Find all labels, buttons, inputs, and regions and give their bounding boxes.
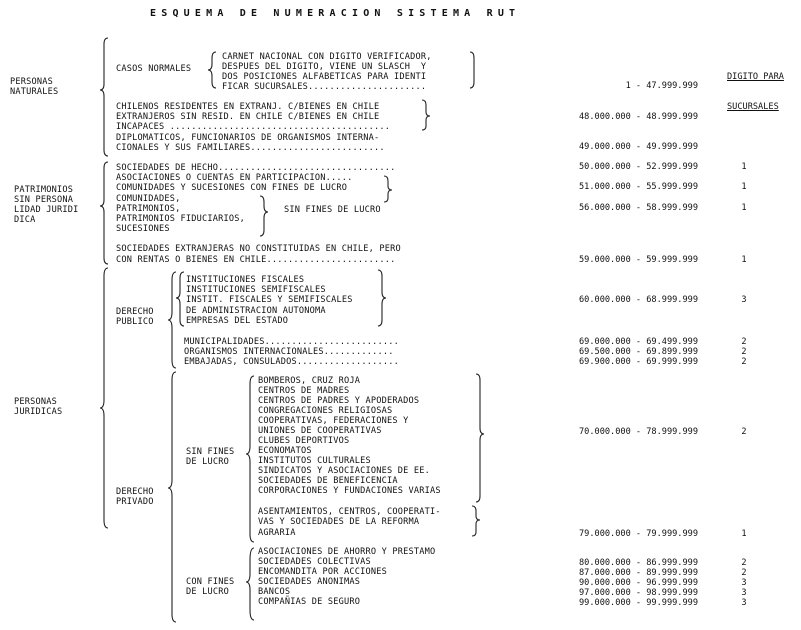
group-personas-naturales-1: PERSONAS — [10, 77, 53, 87]
extranjeros-line: INCAPACES ......................................... — [116, 122, 391, 132]
patrimonios-line: PATRIMONIOS FIDUCIARIOS, — [116, 214, 245, 224]
sin-fines-line: BOMBEROS, CRUZ ROJA — [258, 376, 361, 386]
digit-value: 3 — [741, 295, 747, 305]
group-derecho-privado-1: DERECHO — [116, 487, 154, 497]
con-fines-line: BANCOS — [258, 587, 291, 597]
range-org: 69.500.000 - 69.899.999 — [579, 347, 698, 357]
digit-value: 3 — [741, 588, 747, 598]
range-muni: 69.000.000 - 69.499.999 — [579, 337, 698, 347]
con-fines-line: ASOCIACIONES DE AHORRO Y PRESTAMO — [258, 547, 436, 557]
digit-header-line2: SUCURSALES — [727, 102, 779, 112]
con-fines-line: COMPAÑIAS DE SEGURO — [258, 597, 361, 607]
digit-value: 1 — [741, 529, 747, 539]
range-patrimonios: 56.000.000 - 58.999.999 — [579, 203, 698, 213]
range-con-fines: 99.000.000 - 99.999.999 — [579, 598, 698, 608]
publico-line: DE ADMINISTRACION AUTONOMA — [186, 306, 326, 316]
digit-value: 1 — [741, 203, 747, 213]
digit-header — [727, 52, 784, 122]
sin-fines-line: SOCIEDADES DE BENEFICENCIA — [258, 476, 398, 486]
group-patrimonios-3: LIDAD JURIDI — [14, 205, 79, 215]
range-patrimonios: 59.000.000 - 59.999.999 — [579, 255, 698, 265]
publico-line: EMPRESAS DEL ESTADO — [186, 316, 289, 326]
digit-value: 2 — [741, 347, 747, 357]
document-title: ESQUEMA DE NUMERACION SISTEMA RUT — [150, 8, 521, 19]
sin-fines-line: CLUBES DEPORTIVOS — [258, 436, 350, 446]
con-fines-line: SOCIEDADES ANONIMAS — [258, 577, 361, 587]
range-con-fines: 90.000.000 - 96.999.999 — [579, 578, 698, 588]
group-con-fines-2: DE LUCRO — [186, 587, 229, 597]
digit-value: 3 — [741, 598, 747, 608]
extranjeros-line: CIONALES Y SUS FAMILIARES......................... — [116, 143, 385, 153]
casos-line: CARNET NACIONAL CON DIGITO VERIFICADOR, — [222, 52, 432, 62]
group-patrimonios-1: PATRIMONIOS — [14, 185, 74, 195]
digit-value: 1 — [741, 255, 747, 265]
asentamientos-line: VAS Y SOCIEDADES DE LA REFORMA — [258, 517, 420, 527]
group-con-fines-1: CON FINES — [186, 577, 235, 587]
group-sin-fines-2: DE LUCRO — [186, 457, 229, 467]
range-patrimonios: 51.000.000 - 55.999.999 — [579, 182, 698, 192]
range-patrimonios: 50.000.000 - 52.999.999 — [579, 162, 698, 172]
publico-line: INSTIT. FISCALES Y SEMIFISCALES — [186, 295, 353, 305]
digit-value: 2 — [741, 558, 747, 568]
group-personas-juridicas-1: PERSONAS — [14, 397, 57, 407]
digit-value: 3 — [741, 578, 747, 588]
sin-fines-line: ECONOMATOS — [258, 446, 312, 456]
sin-fines-line: COOPERATIVAS, FEDERACIONES Y — [258, 416, 409, 426]
publico-embajadas: EMBAJADAS, CONSULADOS................... — [184, 357, 399, 367]
digit-value: 1 — [741, 182, 747, 192]
group-derecho-privado-2: PRIVADO — [116, 497, 154, 507]
con-fines-line: SOCIEDADES COLECTIVAS — [258, 557, 371, 567]
publico-municipalidades: MUNICIPALIDADES......................... — [184, 337, 399, 347]
patrimonios-line: ASOCIACIONES O CUENTAS EN PARTICIPACION..... — [116, 173, 353, 183]
asentamientos-line: AGRARIA — [258, 528, 296, 538]
digit-header-line1: DIGITO PARA — [727, 72, 784, 82]
patrimonios-sin-fines: SIN FINES DE LUCRO — [284, 205, 381, 215]
range-extranjeros: 48.000.000 - 48.999.999 — [579, 112, 698, 122]
patrimonios-line: CON RENTAS O BIENES EN CHILE........................ — [116, 255, 396, 265]
range-con-fines: 87.000.000 - 89.999.999 — [579, 568, 698, 578]
extranjeros-line: CHILENOS RESIDENTES EN EXTRANJ. C/BIENES EN CHILE — [116, 102, 380, 112]
asentamientos-line: ASENTAMIENTOS, CENTROS, COOPERATI- — [258, 507, 441, 517]
digit-value: 2 — [741, 337, 747, 347]
sin-fines-line: CENTROS DE PADRES Y APODERADOS — [258, 396, 420, 406]
sin-fines-line: SINDICATOS Y ASOCIACIONES DE EE. — [258, 466, 430, 476]
publico-line: INSTITUCIONES SEMIFISCALES — [186, 285, 326, 295]
range-publico: 60.000.000 - 68.999.999 — [579, 295, 698, 305]
patrimonios-line: SUCESIONES — [116, 224, 170, 234]
publico-organismos: ORGANISMOS INTERNACIONALES............. — [184, 347, 394, 357]
casos-line: DOS POSICIONES ALFABETICAS PARA IDENTI — [222, 72, 427, 82]
patrimonios-line: SOCIEDADES DE HECHO................................. — [116, 163, 396, 173]
digit-value: 1 — [741, 162, 747, 172]
group-personas-naturales-2: NATURALES — [10, 87, 59, 97]
patrimonios-line: COMUNIDADES, — [116, 194, 181, 204]
patrimonios-line: SOCIEDADES EXTRANJERAS NO CONSTITUIDAS EN CHILE, PERO — [116, 244, 401, 254]
sin-fines-line: INSTITUTOS CULTURALES — [258, 456, 371, 466]
group-personas-juridicas-2: JURIDICAS — [14, 407, 63, 417]
group-derecho-publico-1: DERECHO — [116, 307, 154, 317]
range-con-fines: 97.000.000 - 98.999.999 — [579, 588, 698, 598]
digit-value: 2 — [741, 568, 747, 578]
extranjeros-line: DIPLOMATICOS, FUNCIONARIOS DE ORGANISMOS INTERNA- — [116, 133, 380, 143]
sin-fines-line: UNIONES DE COOPERATIVAS — [258, 426, 382, 436]
publico-line: INSTITUCIONES FISCALES — [186, 275, 305, 285]
group-patrimonios-4: DICA — [14, 215, 36, 225]
range-con-fines: 80.000.000 - 86.999.999 — [579, 558, 698, 568]
sin-fines-line: CENTROS DE MADRES — [258, 386, 350, 396]
group-patrimonios-2: SIN PERSONA — [14, 195, 74, 205]
sin-fines-line: CORPORACIONES Y FUNDACIONES VARIAS — [258, 486, 441, 496]
patrimonios-line: COMUNIDADES Y SUCESIONES CON FINES DE LUCRO — [116, 183, 348, 193]
range-emb: 69.900.000 - 69.999.999 — [579, 357, 698, 367]
extranjeros-line: EXTRANJEROS SIN RESID. EN CHILE C/BIENES EN CHILE — [116, 112, 380, 122]
casos-line: FICAR SUCURSALES...................... — [222, 82, 427, 92]
group-sin-fines-1: SIN FINES — [186, 447, 235, 457]
patrimonios-line: PATRIMONIOS, — [116, 204, 181, 214]
casos-line: DESPUES DEL DIGITO, VIENE UN SLASCH Y — [222, 62, 427, 72]
range-diplomaticos: 49.000.000 - 49.999.999 — [579, 142, 698, 152]
group-derecho-publico-2: PUBLICO — [116, 317, 154, 327]
sin-fines-line: CONGREGACIONES RELIGIOSAS — [258, 406, 393, 416]
casos-normales-label: CASOS NORMALES — [116, 64, 192, 74]
digit-value: 2 — [741, 427, 747, 437]
range-asentamientos: 79.000.000 - 79.999.999 — [579, 529, 698, 539]
digit-value: 2 — [741, 357, 747, 367]
con-fines-line: ENCOMANDITA POR ACCIONES — [258, 567, 387, 577]
range-casos: 1 - 47.999.999 — [625, 81, 698, 91]
range-sin-fines: 70.000.000 - 78.999.999 — [579, 427, 698, 437]
